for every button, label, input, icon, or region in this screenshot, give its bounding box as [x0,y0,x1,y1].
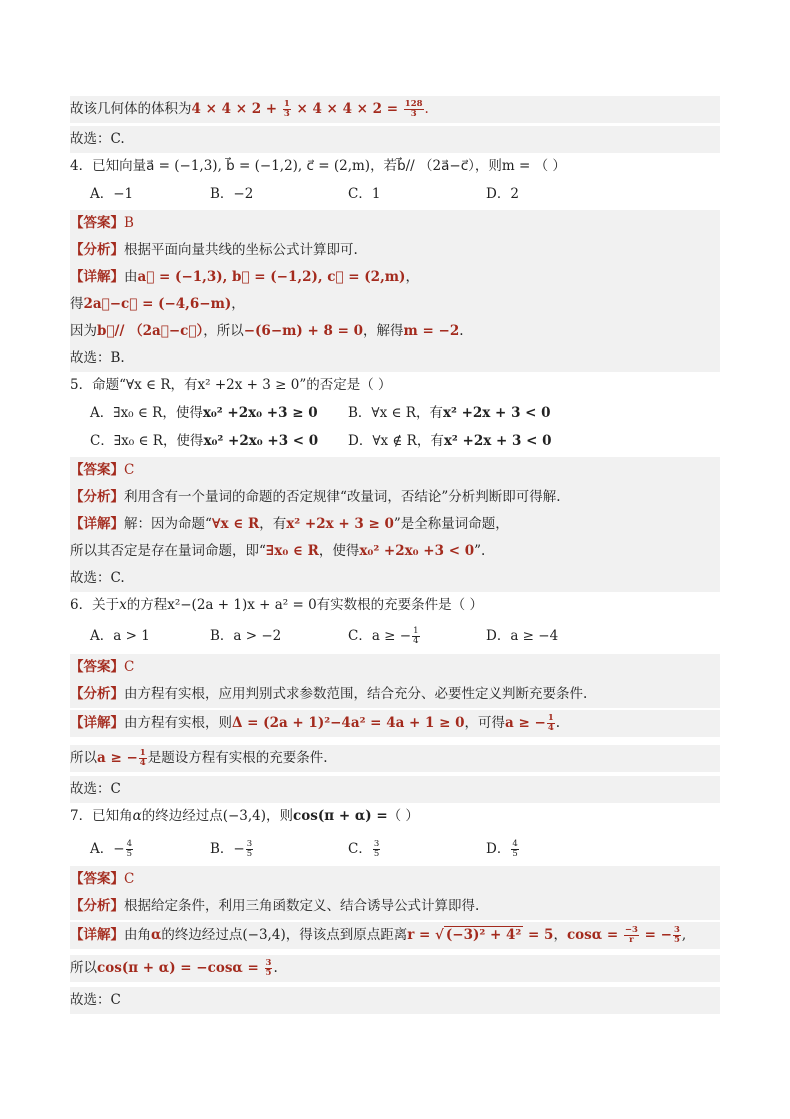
solution-4-line-1: 【详解】由a⃗ = (−1,3), b⃗ = (−1,2), c⃗ = (2,m)， [70,264,720,291]
solution-5-line-2: 所以其否定是存在量词命题，即“∃x₀ ∈ R，使得x₀² +2x₀ +3 < 0”. [70,538,720,565]
option-d: D． $\frac{4}{5}$ [486,839,518,859]
option-b: B．a > −2 [210,628,282,644]
question-7-options [70,836,720,863]
option-c: C． $\frac{3}{5}$ [348,839,380,859]
question-5-options-row-1 [70,400,720,427]
solution-6-line-1: 【详解】由方程有实根，则Δ = (2a + 1)²−4a² = 4a + 1 ≥ 0，可得a ≥ − $\frac{1}{4}$ . [70,710,720,737]
answer-4: 【答案】B [70,210,720,237]
analysis-6: 【分析】由方程有实根，应用判别式求参数范围，结合充分、必要性定义判断充要条件. [70,681,720,708]
option-d: D．2 [486,186,519,202]
solution-5-line-1: 【详解】解：因为命题“∀x ∈ R，有x² +2x + 3 ≥ 0”是全称量词命题， [70,511,720,538]
solution-7-line-1: 【详解】由角α的终边经过点(−3,4)，得该点到原点距离r = √ (−3)² + 4² = 5，cosα = $\frac{-3}{r}$ = − $\frac{3}{5}$ , [70,922,720,949]
question-7: 7．已知角α的终边经过点(−3,4)，则cos(π + α) =（ ） [70,808,419,824]
answer-5: 【答案】C [70,457,720,484]
option-b: B．− $\frac{3}{5}$ [210,839,253,859]
option-a: A．− $\frac{4}{5}$ [90,839,132,859]
text-line-volume: 故该几何体的体积为4 × 4 × 2 + $\frac{1}{3}$ × 4 × 4 × 2 = $\frac{128}{3}$ . [70,96,720,123]
option-d: D．∀x ∉ R，有x² +2x + 3 < 0 [348,433,552,449]
answer-6: 【答案】C [70,654,720,681]
solution-7-line-2: 所以cos(π + α) = −cosα = $\frac{3}{5}$ . [70,955,720,982]
volume-formula: 4 × 4 × 2 + $\frac{1}{3}$ × 4 × 4 × 2 = $\frac{128}{3}$ [191,99,423,119]
option-a: A．∃x₀ ∈ R，使得x₀² +2x₀ +3 ≥ 0 [90,405,318,421]
volume-text: 故该几何体的体积为 [70,101,192,117]
option-c: C．a ≥ − $\frac{1}{4}$ [348,626,419,646]
question-6-options [70,623,720,650]
answer-7: 【答案】C [70,866,720,893]
option-c: C．1 [348,186,381,202]
question-4: 4．已知向量a⃗ = (−1,3), b⃗ = (−1,2), c⃗ = (2,m)，若b⃗// （2a⃗−c⃗），则m = （ ） [70,158,566,174]
option-c: C．∃x₀ ∈ R，使得x₀² +2x₀ +3 < 0 [90,433,319,449]
analysis-4: 【分析】根据平面向量共线的坐标公式计算即可. [70,237,720,264]
option-b: B．−2 [210,186,254,202]
question-5-options-row-2 [70,428,720,455]
option-d: D．a ≥ −4 [486,628,559,644]
analysis-7: 【分析】根据给定条件，利用三角函数定义、结合诱导公式计算即得. [70,893,720,920]
question-5: 5．命题“∀x ∈ R，有x² +2x + 3 ≥ 0”的否定是（ ） [70,377,392,393]
option-a: A．a > 1 [90,628,150,644]
option-b: B．∀x ∈ R，有x² +2x + 3 < 0 [348,405,551,421]
question-6: 6．关于x的方程x²−(2a + 1)x + a² = 0有实数根的充要条件是（ ） [70,597,483,613]
solution-7-choice: 故选：C [70,987,720,1014]
solution-4-line-2: 得2a⃗−c⃗ = (−4,6−m)， [70,291,720,318]
solution-4-line-3: 因为b⃗// （2a⃗−c⃗），所以−(6−m) + 8 = 0，解得m = −2. [70,318,720,345]
text-line-choice: 故选：C. [70,126,720,153]
question-4-options [70,181,720,208]
solution-6-choice: 故选：C [70,776,720,803]
option-a: A．−1 [90,186,134,202]
analysis-5: 【分析】利用含有一个量词的命题的否定规律“改量词，否结论”分析判断即可得解. [70,484,720,511]
solution-4-choice: 故选：B. [70,345,720,372]
solution-5-choice: 故选：C. [70,565,720,592]
solution-6-line-2: 所以a ≥ − $\frac{1}{4}$ 是题设方程有实根的充要条件. [70,745,720,772]
